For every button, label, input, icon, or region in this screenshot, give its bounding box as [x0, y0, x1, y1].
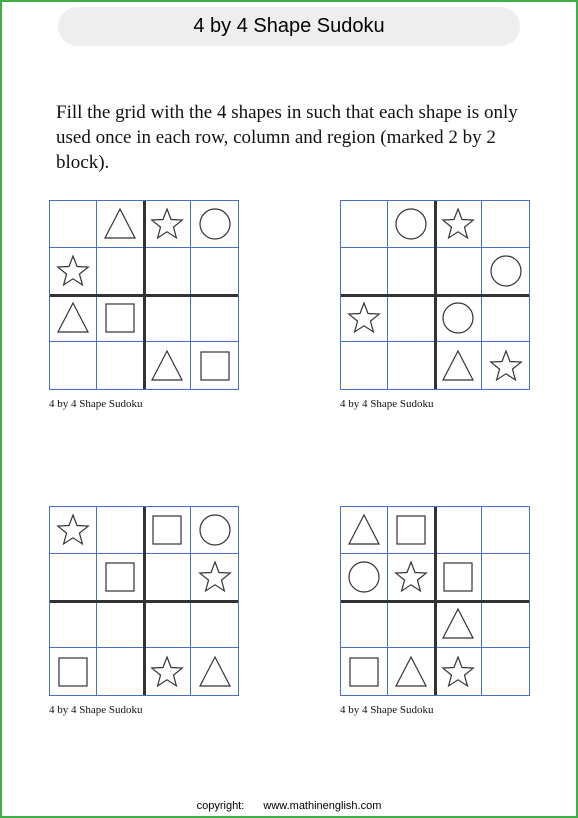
- square-icon: [346, 654, 382, 690]
- region-divider-horizontal: [341, 294, 529, 297]
- puzzle-3: [49, 506, 239, 716]
- region-divider-horizontal: [50, 600, 238, 603]
- grid-cell[interactable]: [97, 601, 144, 648]
- puzzle-caption: 4 by 4 Shape Sudoku: [49, 398, 143, 410]
- grid-cell[interactable]: [50, 295, 97, 342]
- square-shape: [153, 516, 181, 544]
- triangle-shape: [105, 209, 135, 238]
- grid-cell[interactable]: [435, 342, 482, 389]
- square-shape: [59, 658, 87, 686]
- grid-cell[interactable]: [341, 648, 388, 695]
- square-icon: [393, 512, 429, 548]
- footer: [0, 800, 578, 812]
- star-icon: [440, 206, 476, 242]
- star-shape: [152, 657, 182, 686]
- grid-cell[interactable]: [388, 648, 435, 695]
- square-shape: [350, 658, 378, 686]
- triangle-shape: [349, 515, 379, 544]
- grid-cell[interactable]: [341, 507, 388, 554]
- star-icon: [393, 559, 429, 595]
- grid-cell[interactable]: [388, 248, 435, 295]
- grid-cell[interactable]: [50, 601, 97, 648]
- sudoku-grid: [340, 200, 530, 390]
- grid-cell[interactable]: [482, 342, 529, 389]
- sudoku-grid: [49, 200, 239, 390]
- circle-icon: [393, 206, 429, 242]
- grid-cell[interactable]: [191, 648, 238, 695]
- grid-cell[interactable]: [144, 201, 191, 248]
- grid-cell[interactable]: [388, 554, 435, 601]
- triangle-shape: [152, 351, 182, 380]
- triangle-shape: [58, 303, 88, 332]
- grid-cell[interactable]: [482, 554, 529, 601]
- grid-cell[interactable]: [341, 342, 388, 389]
- star-icon: [55, 253, 91, 289]
- square-shape: [106, 563, 134, 591]
- circle-shape: [443, 303, 473, 333]
- star-shape: [349, 303, 379, 332]
- instructions-line-2: used once in each row, column and region (marked 2 by 2 block).: [56, 127, 496, 173]
- page-title: 4 by 4 Shape Sudoku: [58, 7, 520, 46]
- grid-cell[interactable]: [435, 248, 482, 295]
- puzzle-4: [340, 506, 530, 716]
- circle-shape: [491, 256, 521, 286]
- grid-cell[interactable]: [50, 201, 97, 248]
- grid-cell[interactable]: [388, 342, 435, 389]
- grid-cell[interactable]: [144, 248, 191, 295]
- circle-icon: [197, 206, 233, 242]
- grid-cell[interactable]: [482, 295, 529, 342]
- triangle-icon: [102, 206, 138, 242]
- square-icon: [102, 300, 138, 336]
- grid-cell[interactable]: [435, 507, 482, 554]
- grid-cell[interactable]: [50, 554, 97, 601]
- grid-cell[interactable]: [191, 507, 238, 554]
- region-divider-horizontal: [341, 600, 529, 603]
- grid-cell[interactable]: [144, 601, 191, 648]
- grid-cell[interactable]: [97, 295, 144, 342]
- triangle-icon: [149, 348, 185, 384]
- square-shape: [106, 304, 134, 332]
- grid-cell[interactable]: [191, 201, 238, 248]
- grid-cell[interactable]: [482, 201, 529, 248]
- grid-cell[interactable]: [435, 201, 482, 248]
- grid-cell[interactable]: [341, 248, 388, 295]
- grid-cell[interactable]: [144, 648, 191, 695]
- grid-cell[interactable]: [97, 648, 144, 695]
- puzzle-2: [340, 200, 530, 410]
- grid-cell[interactable]: [435, 295, 482, 342]
- square-shape: [444, 563, 472, 591]
- grid-cell[interactable]: [341, 601, 388, 648]
- grid-cell[interactable]: [482, 648, 529, 695]
- triangle-shape: [396, 657, 426, 686]
- grid-cell[interactable]: [191, 295, 238, 342]
- grid-cell[interactable]: [97, 554, 144, 601]
- grid-cell[interactable]: [435, 601, 482, 648]
- star-shape: [443, 657, 473, 686]
- puzzle-caption: 4 by 4 Shape Sudoku: [340, 704, 434, 716]
- star-shape: [58, 256, 88, 285]
- triangle-shape: [443, 351, 473, 380]
- square-icon: [149, 512, 185, 548]
- circle-shape: [200, 209, 230, 239]
- grid-cell[interactable]: [144, 342, 191, 389]
- grid-cell[interactable]: [341, 201, 388, 248]
- copyright-label: copyright:: [196, 800, 245, 812]
- star-icon: [149, 206, 185, 242]
- grid-cell[interactable]: [341, 554, 388, 601]
- instructions: [56, 100, 536, 175]
- grid-cell[interactable]: [482, 601, 529, 648]
- grid-cell[interactable]: [435, 554, 482, 601]
- grid-cell[interactable]: [144, 295, 191, 342]
- grid-cell[interactable]: [388, 201, 435, 248]
- circle-icon: [440, 300, 476, 336]
- triangle-icon: [440, 606, 476, 642]
- star-icon: [197, 559, 233, 595]
- triangle-icon: [440, 348, 476, 384]
- star-shape: [199, 562, 229, 591]
- region-divider-horizontal: [50, 294, 238, 297]
- star-shape: [152, 209, 182, 238]
- star-icon: [346, 300, 382, 336]
- triangle-shape: [443, 609, 473, 638]
- triangle-icon: [393, 654, 429, 690]
- grid-cell[interactable]: [191, 342, 238, 389]
- puzzle-caption: 4 by 4 Shape Sudoku: [340, 398, 434, 410]
- grid-cell[interactable]: [388, 295, 435, 342]
- grid-cell[interactable]: [388, 507, 435, 554]
- star-icon: [488, 348, 524, 384]
- grid-cell[interactable]: [388, 601, 435, 648]
- triangle-shape: [200, 657, 230, 686]
- square-icon: [102, 559, 138, 595]
- triangle-icon: [55, 300, 91, 336]
- star-shape: [490, 351, 520, 380]
- square-icon: [440, 559, 476, 595]
- grid-cell[interactable]: [191, 554, 238, 601]
- grid-cell[interactable]: [50, 342, 97, 389]
- grid-cell[interactable]: [435, 648, 482, 695]
- grid-cell[interactable]: [482, 248, 529, 295]
- sudoku-grid: [340, 506, 530, 696]
- star-shape: [396, 562, 426, 591]
- grid-cell[interactable]: [97, 342, 144, 389]
- sudoku-grid: [49, 506, 239, 696]
- star-icon: [440, 654, 476, 690]
- circle-shape: [396, 209, 426, 239]
- star-icon: [55, 512, 91, 548]
- grid-cell[interactable]: [482, 507, 529, 554]
- grid-cell[interactable]: [50, 507, 97, 554]
- square-shape: [201, 352, 229, 380]
- grid-cell[interactable]: [144, 554, 191, 601]
- puzzle-1: [49, 200, 239, 410]
- grid-cell[interactable]: [50, 248, 97, 295]
- star-icon: [149, 654, 185, 690]
- grid-cell[interactable]: [97, 248, 144, 295]
- website-link[interactable]: www.mathinenglish.com: [263, 800, 382, 812]
- grid-cell[interactable]: [97, 201, 144, 248]
- triangle-icon: [197, 654, 233, 690]
- grid-cell[interactable]: [50, 648, 97, 695]
- grid-cell[interactable]: [144, 507, 191, 554]
- circle-icon: [488, 253, 524, 289]
- grid-cell[interactable]: [97, 507, 144, 554]
- star-shape: [443, 209, 473, 238]
- circle-shape: [200, 515, 230, 545]
- circle-icon: [346, 559, 382, 595]
- star-shape: [58, 515, 88, 544]
- grid-cell[interactable]: [191, 601, 238, 648]
- instructions-line-1: Fill the grid with the 4 shapes in such that each shape is only: [56, 102, 518, 123]
- circle-shape: [349, 562, 379, 592]
- grid-cell[interactable]: [341, 295, 388, 342]
- puzzle-caption: 4 by 4 Shape Sudoku: [49, 704, 143, 716]
- grid-cell[interactable]: [191, 248, 238, 295]
- triangle-icon: [346, 512, 382, 548]
- square-icon: [197, 348, 233, 384]
- circle-icon: [197, 512, 233, 548]
- square-shape: [397, 516, 425, 544]
- square-icon: [55, 654, 91, 690]
